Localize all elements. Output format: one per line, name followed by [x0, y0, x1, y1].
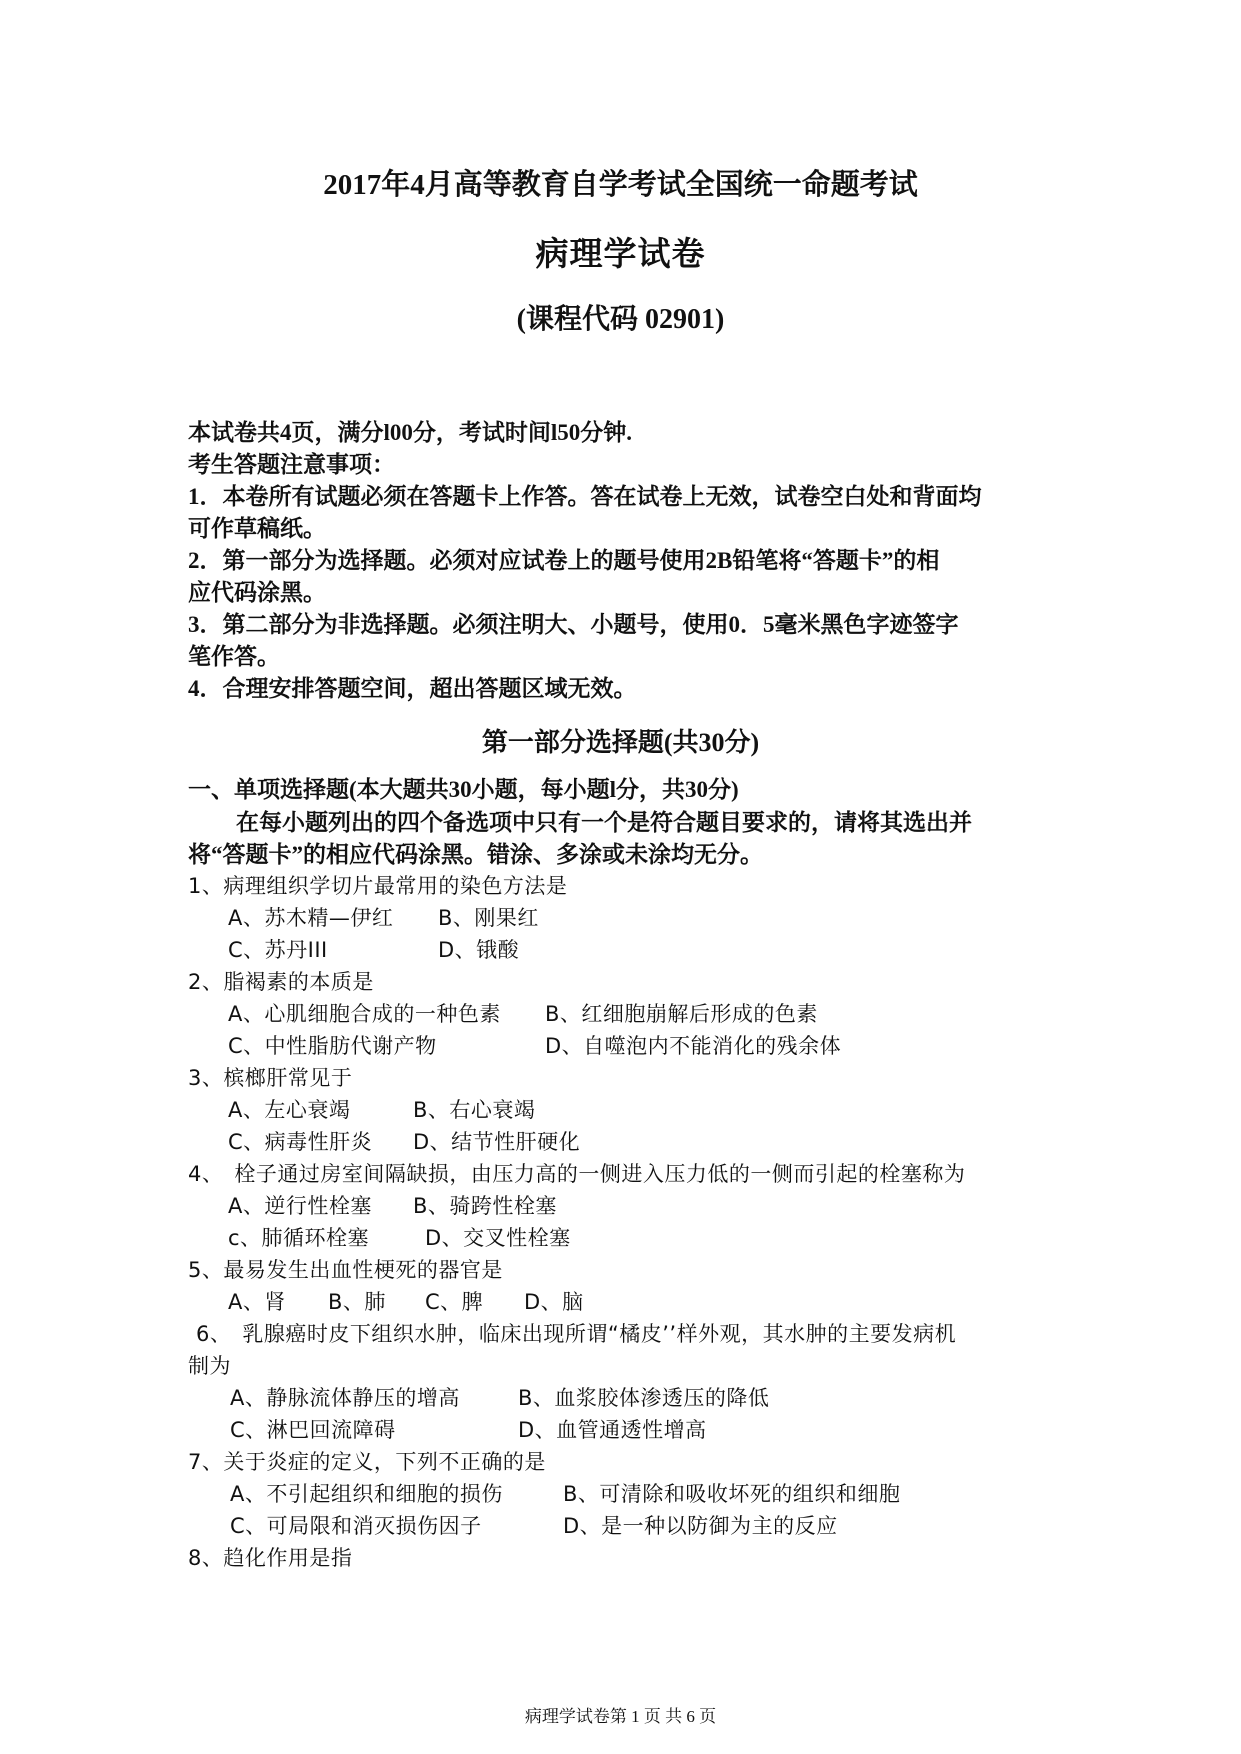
option: B、血浆胶体渗透压的降低 [518, 1386, 770, 1410]
option: D、自噬泡内不能消化的残余体 [545, 1034, 842, 1058]
option: A、静脉流体静压的增高 [230, 1386, 460, 1410]
exam-title: 2017年4月高等教育自学考试全国统一命题考试 [323, 169, 918, 201]
option: C、可局限和消灭损伤因子 [230, 1514, 482, 1538]
option: B、骑跨性栓塞 [413, 1194, 557, 1218]
option: B、肺 [328, 1290, 386, 1314]
option: B、刚果红 [438, 906, 539, 930]
section-title: 一、单项选择题(本大题共30小题，每小题l分，共30分) [188, 777, 739, 802]
note-line: 4．合理安排答题空间，超出答题区域无效。 [188, 676, 637, 701]
question-stem: 7、关于炎症的定义，下列不正确的是 [188, 1450, 546, 1474]
note-line: 1．本卷所有试题必须在答题卡上作答。答在试卷上无效，试卷空白处和背面均 [188, 484, 982, 509]
question-stem: 1、病理组织学切片最常用的染色方法是 [188, 874, 568, 898]
note-line: 可作草稿纸。 [188, 516, 326, 541]
option: A、左心衰竭 [228, 1098, 351, 1122]
option: C、病毒性肝炎 [228, 1130, 373, 1154]
option: A、肾 [228, 1290, 286, 1314]
option: C、脾 [425, 1290, 484, 1314]
note-line: 应代码涂黑。 [188, 580, 326, 605]
option: D、是一种以防御为主的反应 [563, 1514, 838, 1538]
option: D、结节性肝硬化 [413, 1130, 581, 1154]
question-stem: 8、趋化作用是指 [188, 1546, 353, 1570]
question-stem: 5、最易发生出血性梗死的器官是 [188, 1258, 503, 1282]
option: A、苏木精—伊红 [228, 906, 394, 930]
exam-intro: 本试卷共4页，满分l00分，考试时间l50分钟. [188, 420, 633, 445]
option: C、苏丹III [228, 938, 328, 962]
option: D、交叉性栓塞 [425, 1226, 571, 1250]
question-stem: 4、 栓子通过房室间隔缺损，由压力高的一侧进入压力低的一侧而引起的栓塞称为 [188, 1162, 966, 1186]
note-line: 笔作答。 [188, 644, 280, 669]
option: A、逆行性栓塞 [228, 1194, 372, 1218]
question-stem: 2、脂褐素的本质是 [188, 970, 374, 994]
option: c、肺循环栓塞 [228, 1226, 370, 1250]
option: D、血管通透性增高 [518, 1418, 707, 1442]
option: B、右心衰竭 [413, 1098, 536, 1122]
question-stem: 3、槟榔肝常见于 [188, 1066, 353, 1090]
note-line: 2．第一部分为选择题。必须对应试卷上的题号使用2B铅笔将“答题卡”的相 [188, 548, 940, 573]
option: B、可清除和吸收坏死的组织和细胞 [563, 1482, 901, 1506]
option: A、不引起组织和细胞的损伤 [230, 1482, 503, 1506]
option: D、脑 [524, 1290, 584, 1314]
section-instruction: 在每小题列出的四个备选项中只有一个是符合题目要求的，请将其选出并 [236, 810, 972, 835]
section-instruction: 将“答题卡”的相应代码涂黑。错涂、多涂或未涂均无分。 [188, 842, 763, 867]
option: B、红细胞崩解后形成的色素 [545, 1002, 818, 1026]
option: D、锇酸 [438, 938, 520, 962]
exam-subtitle: 病理学试卷 [535, 237, 706, 273]
course-code: (课程代码 02901) [516, 304, 725, 335]
option: A、心肌细胞合成的一种色素 [228, 1002, 501, 1026]
option: C、中性脂肪代谢产物 [228, 1034, 437, 1058]
question-stem: 6、 乳腺癌时皮下组织水肿，临床出现所谓“橘皮’’样外观，其水肿的主要发病机 [196, 1322, 957, 1346]
notes-heading: 考生答题注意事项： [188, 452, 395, 477]
part-title: 第一部分选择题(共30分) [481, 728, 760, 757]
question-stem-continued: 制为 [188, 1354, 231, 1378]
page-footer: 病理学试卷第 1 页 共 6 页 [524, 1707, 717, 1726]
option: C、淋巴回流障碍 [230, 1418, 396, 1442]
note-line: 3．第二部分为非选择题。必须注明大、小题号，使用0．5毫米黑色字迹签字 [188, 612, 959, 637]
